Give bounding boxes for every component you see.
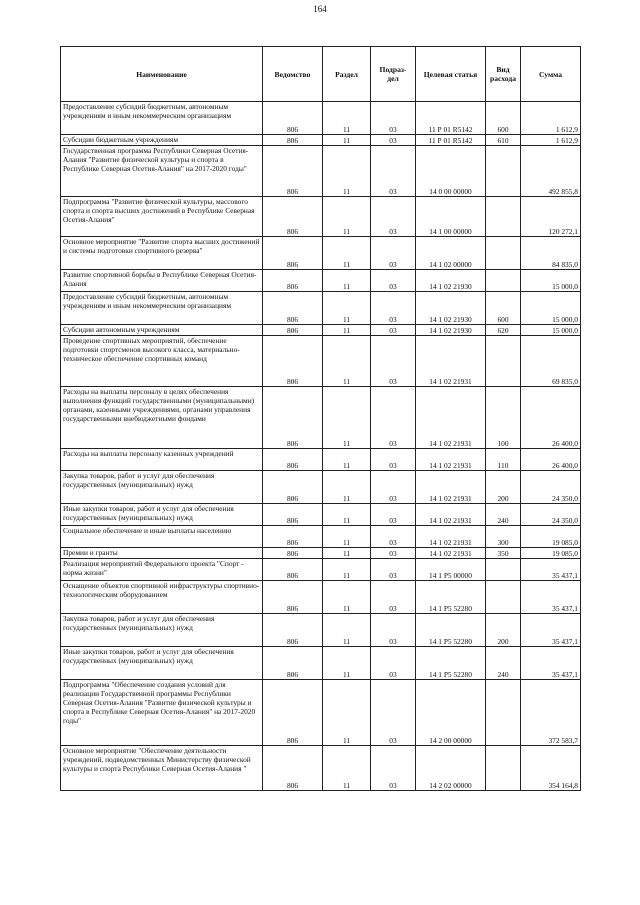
- row-subsection: 03: [371, 449, 416, 471]
- row-amount: 354 164,8: [521, 746, 581, 791]
- table-header-row: [61, 47, 581, 102]
- row-section: 11: [323, 135, 371, 146]
- row-article: 14 1 Р5 52280: [416, 581, 486, 614]
- row-name: Развитие спортивной борьбы в Республике Северная Осетия-Алания: [61, 270, 263, 292]
- row-subsection: 03: [371, 237, 416, 270]
- row-amount: 35 437,1: [521, 647, 581, 680]
- row-amount: 26 400,0: [521, 449, 581, 471]
- row-department: 806: [263, 680, 323, 746]
- row-section: 11: [323, 504, 371, 526]
- row-expense-type: 200: [486, 471, 521, 504]
- row-section: 11: [323, 548, 371, 559]
- row-expense-type: [486, 270, 521, 292]
- row-department: 806: [263, 325, 323, 336]
- column-header-amount: Сумма: [521, 47, 581, 102]
- row-section: 11: [323, 614, 371, 647]
- row-name: Иные закупки товаров, работ и услуг для обеспечения государственных (муниципальных) нужд: [61, 504, 263, 526]
- row-section: 11: [323, 387, 371, 449]
- row-expense-type: [486, 197, 521, 237]
- row-amount: 24 350,0: [521, 471, 581, 504]
- row-department: 806: [263, 336, 323, 387]
- row-expense-type: 350: [486, 548, 521, 559]
- row-expense-type: 110: [486, 449, 521, 471]
- row-amount: 15 000,0: [521, 292, 581, 325]
- table-row: [61, 471, 581, 504]
- row-section: 11: [323, 197, 371, 237]
- column-header-article: Целевая статья: [416, 47, 486, 102]
- row-section: 11: [323, 526, 371, 548]
- row-expense-type: 100: [486, 387, 521, 449]
- row-expense-type: 200: [486, 614, 521, 647]
- row-subsection: 03: [371, 336, 416, 387]
- row-subsection: 03: [371, 102, 416, 135]
- row-subsection: 03: [371, 581, 416, 614]
- table-row: [61, 680, 581, 746]
- row-department: 806: [263, 270, 323, 292]
- row-amount: 84 835,0: [521, 237, 581, 270]
- row-department: 806: [263, 581, 323, 614]
- row-department: 806: [263, 387, 323, 449]
- table-row: [61, 387, 581, 449]
- row-section: 11: [323, 270, 371, 292]
- row-subsection: 03: [371, 680, 416, 746]
- row-article: 14 1 Р5 52280: [416, 647, 486, 680]
- table-row: [61, 647, 581, 680]
- row-section: 11: [323, 471, 371, 504]
- row-article: 14 1 Р5 52280: [416, 614, 486, 647]
- row-subsection: 03: [371, 146, 416, 197]
- row-amount: 15 000,0: [521, 270, 581, 292]
- row-name: Основное мероприятие "Обеспечение деятельности учреждений, подведомственных Министерству физической культуры и спорта Республики Северная Осетия-Алания ": [61, 746, 263, 791]
- row-expense-type: 240: [486, 504, 521, 526]
- row-amount: 35 437,1: [521, 559, 581, 581]
- table-row: [61, 325, 581, 336]
- row-department: 806: [263, 135, 323, 146]
- row-amount: 19 085,0: [521, 526, 581, 548]
- row-expense-type: [486, 581, 521, 614]
- row-article: 14 1 Р5 00000: [416, 559, 486, 581]
- row-article: 14 0 00 00000: [416, 146, 486, 197]
- table-row: [61, 559, 581, 581]
- table-row: [61, 548, 581, 559]
- row-name: Социальное обеспечение и иные выплаты населению: [61, 526, 263, 548]
- row-section: 11: [323, 102, 371, 135]
- table-row: [61, 614, 581, 647]
- row-department: 806: [263, 237, 323, 270]
- table-row: [61, 102, 581, 135]
- row-subsection: 03: [371, 548, 416, 559]
- row-amount: 24 350,0: [521, 504, 581, 526]
- row-name: Оснащение объектов спортивной инфраструктуры спортивно-технологическим оборудованием: [61, 581, 263, 614]
- table-row: [61, 146, 581, 197]
- column-header-name: Наименование: [61, 47, 263, 102]
- column-header-subsection: Подраз- дел: [371, 47, 416, 102]
- row-article: 14 1 02 00000: [416, 237, 486, 270]
- row-section: 11: [323, 647, 371, 680]
- row-subsection: 03: [371, 746, 416, 791]
- row-name: Субсидии автономным учреждениям: [61, 325, 263, 336]
- row-article: 14 1 02 21931: [416, 471, 486, 504]
- table-row: [61, 504, 581, 526]
- table-row: [61, 581, 581, 614]
- row-amount: 372 583,7: [521, 680, 581, 746]
- row-expense-type: 600: [486, 102, 521, 135]
- row-name: Проведение спортивных мероприятий, обеспечение подготовки спортсменов высокого класса, материально-техническое обеспечение спортивных команд: [61, 336, 263, 387]
- row-amount: 492 855,8: [521, 146, 581, 197]
- row-article: 14 1 02 21930: [416, 325, 486, 336]
- row-department: 806: [263, 146, 323, 197]
- row-department: 806: [263, 102, 323, 135]
- row-subsection: 03: [371, 504, 416, 526]
- row-expense-type: 600: [486, 292, 521, 325]
- row-section: 11: [323, 746, 371, 791]
- row-amount: 69 835,0: [521, 336, 581, 387]
- row-department: 806: [263, 471, 323, 504]
- row-department: 806: [263, 559, 323, 581]
- row-name: Расходы на выплаты персоналу в целях обеспечения выполнения функций государственными (муниципальными) органами, казенными учреждениями, органами управления государственными внебюджетными фондами: [61, 387, 263, 449]
- page-number: 164: [313, 4, 327, 14]
- row-section: 11: [323, 449, 371, 471]
- table-row: [61, 336, 581, 387]
- row-article: 11 Р 01 R5142: [416, 135, 486, 146]
- row-name: Иные закупки товаров, работ и услуг для обеспечения государственных (муниципальных) нужд: [61, 647, 263, 680]
- row-amount: 1 612,9: [521, 102, 581, 135]
- row-name: Подпрограмма "Развитие физической культуры, массового спорта и спорта высших достижений в Республике Северная Осетия-Алания": [61, 197, 263, 237]
- column-header-section: Раздел: [323, 47, 371, 102]
- row-section: 11: [323, 292, 371, 325]
- row-expense-type: [486, 746, 521, 791]
- row-expense-type: 240: [486, 647, 521, 680]
- row-expense-type: [486, 237, 521, 270]
- row-name: Подпрограмма "Обеспечение создания условий для реализации Государственной программы Республики Северная Осетия-Алания "Развитие физической культуры и спорта в Республике Северная Осетия-Алания" на 2017-2020 годы": [61, 680, 263, 746]
- table-row: [61, 237, 581, 270]
- row-amount: 15 000,0: [521, 325, 581, 336]
- row-article: 14 1 00 00000: [416, 197, 486, 237]
- row-section: 11: [323, 336, 371, 387]
- column-header-department: Ведомство: [263, 47, 323, 102]
- row-expense-type: 610: [486, 135, 521, 146]
- row-article: 14 1 02 21931: [416, 336, 486, 387]
- row-amount: 35 437,1: [521, 614, 581, 647]
- row-name: Предоставление субсидий бюджетным, автономным учреждениям и иным некоммерческим организациям: [61, 292, 263, 325]
- row-expense-type: 620: [486, 325, 521, 336]
- row-subsection: 03: [371, 325, 416, 336]
- row-subsection: 03: [371, 614, 416, 647]
- row-department: 806: [263, 197, 323, 237]
- row-article: 14 1 02 21931: [416, 387, 486, 449]
- row-department: 806: [263, 292, 323, 325]
- row-section: 11: [323, 581, 371, 614]
- row-article: 14 1 02 21931: [416, 449, 486, 471]
- row-amount: 19 085,0: [521, 548, 581, 559]
- row-section: 11: [323, 559, 371, 581]
- row-name: Расходы на выплаты персоналу казенных учреждений: [61, 449, 263, 471]
- row-name: Премии и гранты: [61, 548, 263, 559]
- row-name: Закупка товаров, работ и услуг для обеспечения государственных (муниципальных) нужд: [61, 471, 263, 504]
- row-article: 14 1 02 21931: [416, 526, 486, 548]
- row-subsection: 03: [371, 292, 416, 325]
- table-row: [61, 746, 581, 791]
- row-amount: 26 400,0: [521, 387, 581, 449]
- row-name: Предоставление субсидий бюджетным, автономным учреждениям и иным некоммерческим организациям: [61, 102, 263, 135]
- row-article: 14 1 02 21931: [416, 504, 486, 526]
- table-row: [61, 197, 581, 237]
- table-row: [61, 135, 581, 146]
- row-department: 806: [263, 526, 323, 548]
- row-expense-type: 300: [486, 526, 521, 548]
- row-name: Государственная программа Республики Северная Осетия-Алания "Развитие физической культуры и спорта в Республике Северная Осетия-Алания" на 2017-2020 годы": [61, 146, 263, 197]
- column-header-expense-type: Вид расхода: [486, 47, 521, 102]
- row-amount: 1 612,9: [521, 135, 581, 146]
- row-article: 11 Р 01 R5142: [416, 102, 486, 135]
- table-row: [61, 526, 581, 548]
- row-expense-type: [486, 146, 521, 197]
- table-row: [61, 270, 581, 292]
- row-name: Субсидии бюджетным учреждениям: [61, 135, 263, 146]
- row-department: 806: [263, 504, 323, 526]
- row-department: 806: [263, 647, 323, 680]
- row-section: 11: [323, 237, 371, 270]
- row-article: 14 1 02 21931: [416, 548, 486, 559]
- table-body: [61, 102, 581, 791]
- row-name: Реализация мероприятий Федерального проекта "Спорт - норма жизни": [61, 559, 263, 581]
- row-article: 14 1 02 21930: [416, 292, 486, 325]
- row-amount: 35 437,1: [521, 581, 581, 614]
- row-department: 806: [263, 449, 323, 471]
- row-expense-type: [486, 680, 521, 746]
- row-subsection: 03: [371, 471, 416, 504]
- table-row: [61, 292, 581, 325]
- row-subsection: 03: [371, 647, 416, 680]
- row-section: 11: [323, 325, 371, 336]
- row-subsection: 03: [371, 387, 416, 449]
- row-section: 11: [323, 146, 371, 197]
- row-subsection: 03: [371, 270, 416, 292]
- row-department: 806: [263, 614, 323, 647]
- row-expense-type: [486, 336, 521, 387]
- row-section: 11: [323, 680, 371, 746]
- table-row: [61, 449, 581, 471]
- row-subsection: 03: [371, 526, 416, 548]
- row-subsection: 03: [371, 197, 416, 237]
- row-department: 806: [263, 746, 323, 791]
- budget-table: [60, 46, 581, 791]
- row-article: 14 1 02 21930: [416, 270, 486, 292]
- row-department: 806: [263, 548, 323, 559]
- row-name: Закупка товаров, работ и услуг для обеспечения государственных (муниципальных) нужд: [61, 614, 263, 647]
- row-name: Основное мероприятие "Развитие спорта высших достижений и системы подготовки спортивного резерва": [61, 237, 263, 270]
- row-article: 14 2 00 00000: [416, 680, 486, 746]
- row-subsection: 03: [371, 135, 416, 146]
- row-article: 14 2 02 00000: [416, 746, 486, 791]
- row-subsection: 03: [371, 559, 416, 581]
- row-expense-type: [486, 559, 521, 581]
- row-amount: 120 272,1: [521, 197, 581, 237]
